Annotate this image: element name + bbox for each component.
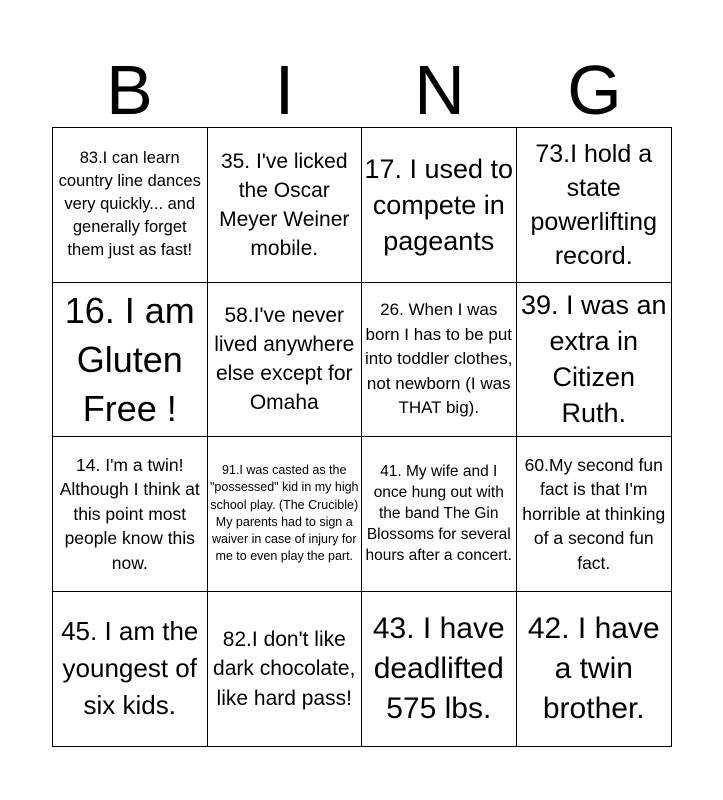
bingo-cell[interactable] bbox=[362, 592, 517, 747]
header-letter-i: I bbox=[274, 51, 295, 129]
bingo-cell[interactable] bbox=[53, 592, 208, 747]
cell-text: 73.I hold a state powerlifting record. bbox=[530, 139, 657, 270]
cell-text: 91.I was casted as the "possessed" kid in my high school play. (The Crucible) My parents had to sign a waiver in case of injury for me to even play the part. bbox=[209, 463, 359, 564]
cell-text: 39. I was an extra in Citizen Ruth. bbox=[520, 290, 667, 429]
bingo-cell[interactable] bbox=[362, 128, 517, 283]
bingo-cell[interactable] bbox=[53, 437, 208, 592]
bingo-cell[interactable] bbox=[208, 283, 363, 438]
bingo-cell[interactable] bbox=[208, 437, 363, 592]
bingo-grid bbox=[52, 127, 672, 747]
bingo-cell[interactable] bbox=[53, 283, 208, 438]
cell-text: 14. I'm a twin! Although I think at this point most people know this now. bbox=[59, 454, 200, 573]
cell-text: 41. My wife and I once hung out with the band The Gin Blossoms for several hours after a concert. bbox=[365, 463, 512, 565]
cell-text: 17. I used to compete in pageants bbox=[364, 153, 514, 256]
bingo-cell[interactable] bbox=[362, 283, 517, 438]
bingo-cell[interactable] bbox=[517, 128, 672, 283]
header-letter-b: B bbox=[106, 51, 153, 129]
header-letter-g: G bbox=[567, 51, 622, 129]
cell-text: 60.My second fun fact is that I'm horrible at thinking of a second fun fact. bbox=[522, 454, 666, 573]
cell-text: 43. I have deadlifted 575 lbs. bbox=[372, 611, 505, 725]
cell-text: 42. I have a twin brother. bbox=[527, 611, 660, 725]
bingo-cell[interactable] bbox=[208, 128, 363, 283]
cell-text: 26. When I was born I has to be put into toddler clothes, not newborn (I was THAT big). bbox=[365, 300, 513, 417]
cell-text: 58.I've never lived anywhere else except for Omaha bbox=[214, 304, 355, 415]
bingo-header bbox=[52, 52, 672, 128]
bingo-cell[interactable] bbox=[517, 437, 672, 592]
cell-text: 45. I am the youngest of six kids. bbox=[61, 616, 199, 721]
cell-text: 82.I don't like dark chocolate, like hard pass! bbox=[213, 627, 356, 710]
cell-text: 83.I can learn country line dances very quickly... and generally forget them just as fast! bbox=[58, 149, 201, 260]
bingo-cell[interactable] bbox=[362, 437, 517, 592]
header-letter-n: N bbox=[414, 51, 465, 129]
cell-text: 16. I am Gluten Free ! bbox=[64, 289, 195, 429]
bingo-cell[interactable] bbox=[53, 128, 208, 283]
cell-text: 35. I've licked the Oscar Meyer Weiner mobile. bbox=[219, 149, 350, 260]
bingo-cell[interactable] bbox=[517, 283, 672, 438]
bingo-cell[interactable] bbox=[208, 592, 363, 747]
bingo-cell[interactable] bbox=[517, 592, 672, 747]
